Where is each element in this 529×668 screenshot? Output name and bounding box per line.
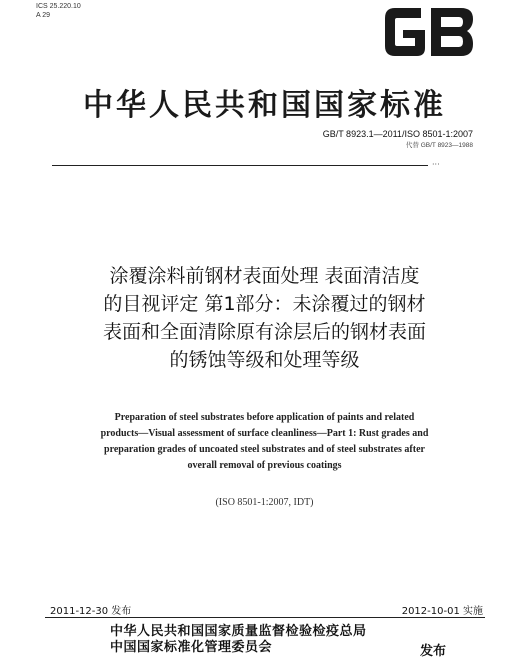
issuer-line: 中国国家标准化管理委员会	[110, 640, 273, 655]
title-cn-line: 的目视评定 第1部分：未涂覆过的钢材	[103, 293, 426, 315]
title-en-line: preparation grades of uncoated steel substrates and of steel substrates after	[104, 444, 425, 455]
header-rule	[52, 165, 428, 166]
ccs-code: A 29	[36, 12, 51, 19]
issue-date: 2011-12-30 发布	[50, 606, 132, 617]
rule-dots: ···	[432, 160, 440, 169]
document-title-english	[40, 410, 489, 474]
classification-codes	[36, 2, 81, 20]
document-title-chinese	[30, 262, 499, 374]
footer-rule	[45, 617, 485, 618]
issuer-line: 中华人民共和国国家质量监督检验检疫总局	[110, 624, 367, 639]
title-en-line: Preparation of steel substrates before application of paints and related	[114, 412, 415, 423]
issuing-authorities	[110, 624, 367, 656]
title-cn-line: 表面和全面清除原有涂层后的钢材表面	[102, 321, 426, 343]
implementation-date: 2012-10-01 实施	[401, 606, 483, 617]
title-cn-line: 的锈蚀等级和处理等级	[169, 349, 360, 371]
title-en-line: products—Visual assessment of surface cleanliness—Part 1: Rust grades and	[100, 428, 429, 439]
title-en-line: overall removal of previous coatings	[187, 460, 342, 471]
iso-equivalence: (ISO 8501-1:2007, IDT)	[215, 497, 314, 508]
standard-number-block	[323, 129, 473, 151]
title-cn-line: 涂覆涂料前钢材表面处理 表面清洁度	[109, 265, 420, 287]
ics-code: ICS 25.220.10	[36, 3, 81, 10]
replaces-note: 代替 GB/T 8923—1988	[405, 142, 473, 149]
national-standard-title: 中华人民共和国国家标准	[83, 88, 446, 123]
publish-label: 发布	[420, 644, 447, 659]
standard-code: GB/T 8923.1—2011/ISO 8501-1:2007	[322, 129, 473, 139]
gb-logo	[381, 4, 477, 60]
